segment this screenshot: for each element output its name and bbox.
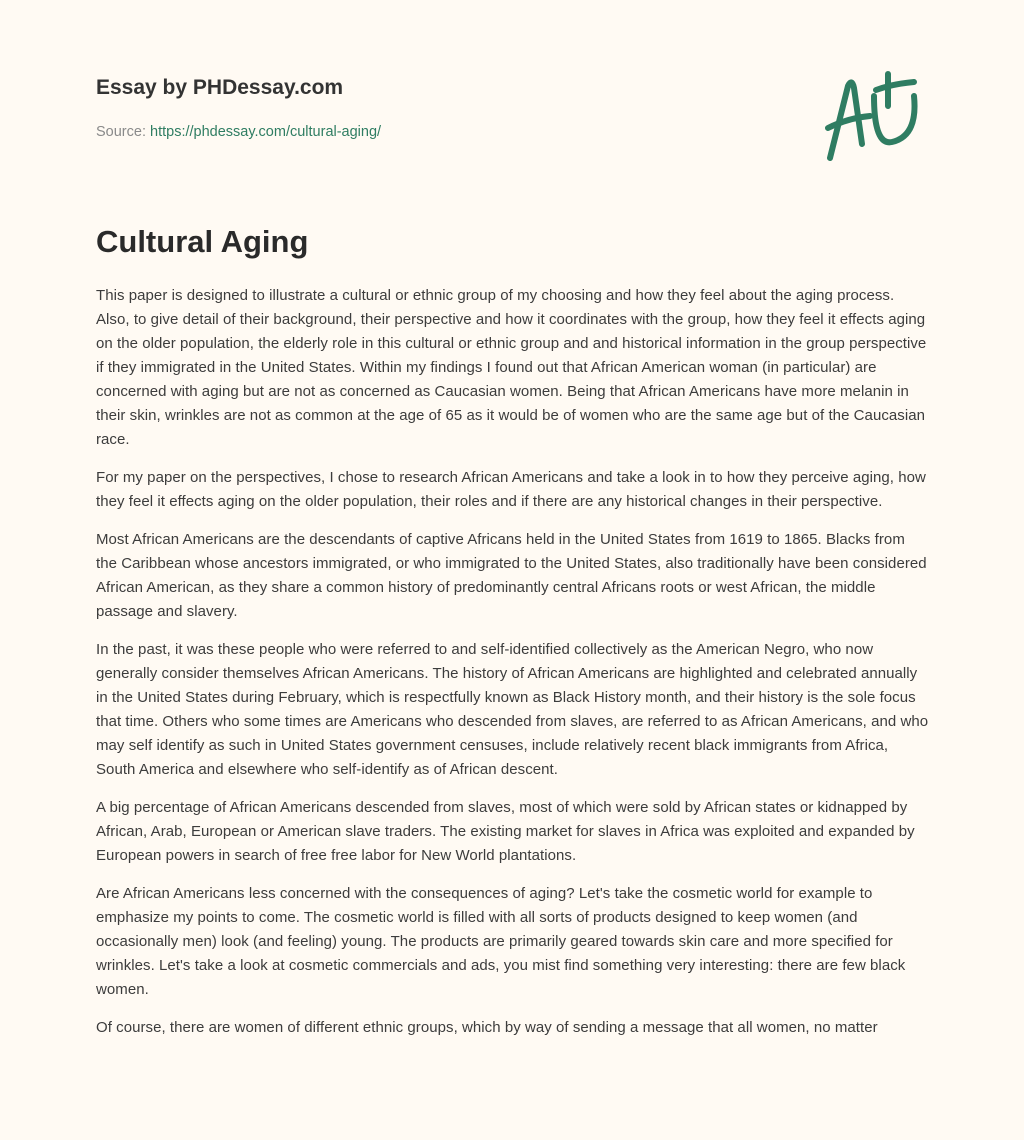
paragraph: For my paper on the perspectives, I chose to research African Americans and take a look in to how they perceive aging, how they feel it effects aging on the older population, their roles and if there are any historical changes in their perspective.: [96, 469, 926, 510]
source-label: Source:: [96, 124, 146, 140]
paragraph: A big percentage of African Americans descended from slaves, most of which were sold by African states or kidnapped by African, Arab, European or American slave traders. The existing market for slaves in Africa was exploited and expanded by European powers in search of free free labor for New World plantations.: [96, 799, 915, 864]
source-link[interactable]: https://phdessay.com/cultural-aging/: [150, 124, 382, 140]
paragraph: Are African Americans less concerned with the consequences of aging? Let's take the cosmetic world for example to emphasize my points to come. The cosmetic world is filled with all sorts of products designed to keep women (and occasionally men) look (and feeling) young. The products are primarily geared towards skin care and more specified for wrinkles. Let's take a look at cosmetic commercials and ads, you mist find something very interesting: there are few black women.: [96, 885, 906, 998]
source-line: [96, 124, 381, 140]
site-brand: Essay by PHDessay.com: [96, 76, 344, 99]
paragraph: Most African Americans are the descendants of captive Africans held in the United States from 1619 to 1865. Blacks from the Caribbean whose ancestors immigrated, or who immigrated to the United States, also traditionally have been considered African American, as they share a common history of predominantly central Africans roots or west African, the middle passage and slavery.: [96, 531, 927, 620]
paragraph: In the past, it was these people who were referred to and self-identified collectively as the American Negro, who now generally consider themselves African Americans. The history of African Americans are highlighted and celebrated annually in the United States during February, which is respectfully known as Black History month, and their history is the sole focus that time. Others who some times are Americans who descended from slaves, are referred to as African Americans, and who may self identify as such in United States government censuses, include relatively recent black immigrants from Africa, South America and elsewhere who self-identify as of African descent.: [96, 641, 929, 778]
paragraph: This paper is designed to illustrate a cultural or ethnic group of my choosing and how they feel about the aging process. Also, to give detail of their background, their perspective and how it coordinates with the group, how they feel it effects aging on the older population, the elderly role in this cultural or ethnic group and and historical information in the group perspective if they immigrated in the United States. Within my findings I found out that African American woman (in particular) are concerned with aging but are not as concerned as Caucasian women. Being that African Americans have more melanin in their skin, wrinkles are not as common at the age of 65 as it would be of women who are the same age but of the Caucasian race.: [96, 287, 927, 448]
paragraph: Of course, there are women of different ethnic groups, which by way of sending a message that all women, no matter: [96, 1019, 878, 1036]
essay-title: Cultural Aging: [96, 224, 309, 259]
a-plus-logo-icon: [818, 66, 930, 166]
essay-body: [96, 284, 930, 1054]
